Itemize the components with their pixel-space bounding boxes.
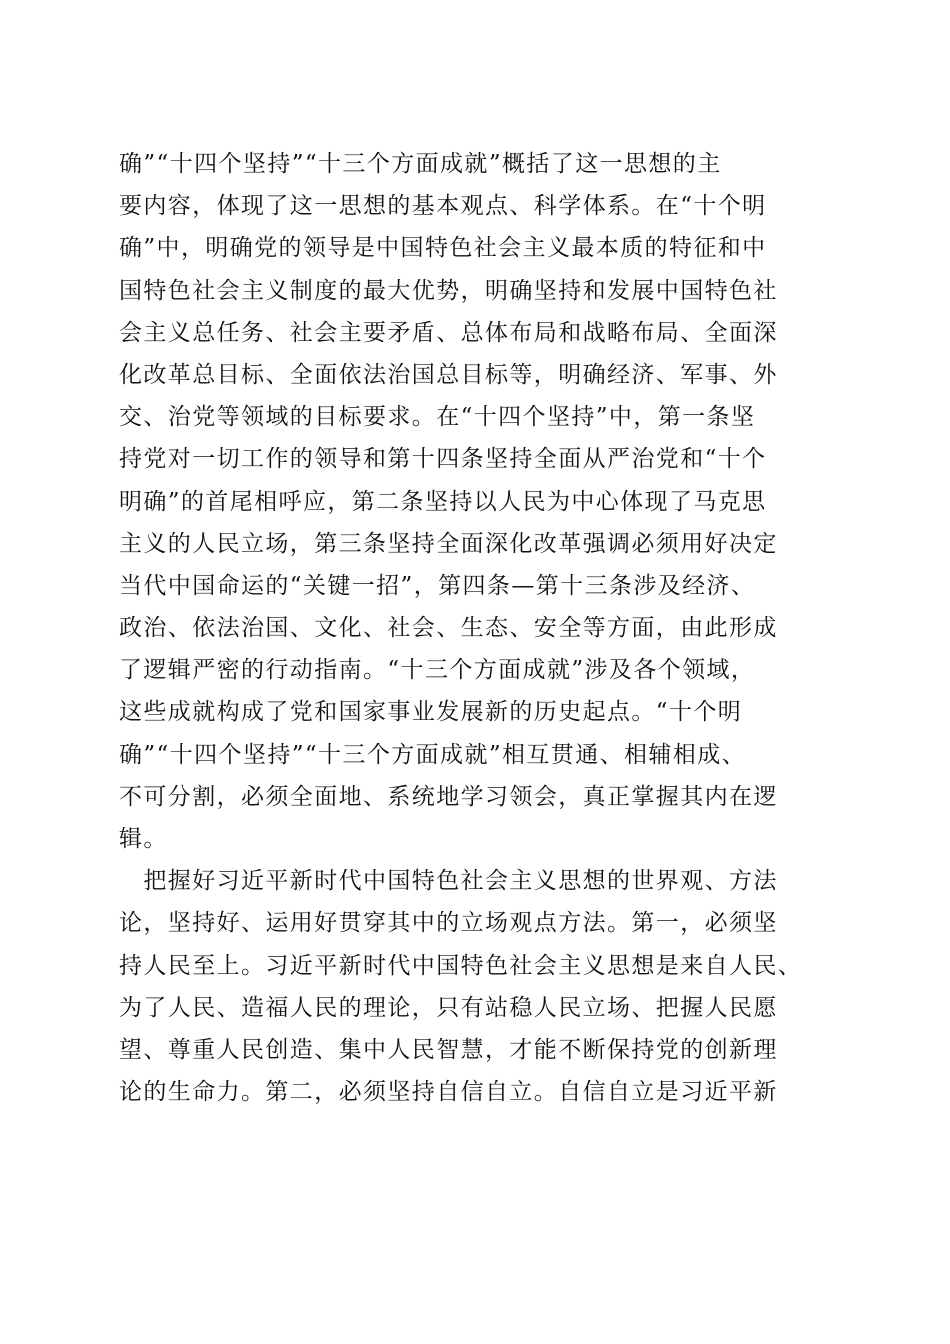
text-line: 明确”的首尾相呼应，第二条坚持以人民为中心体现了马克思 — [119, 488, 767, 515]
text-line: 辑。 — [119, 826, 168, 852]
text-line: 化改革总目标、全面依法治国总目标等，明确经济、军事、外 — [119, 361, 778, 388]
text-line: 确”中，明确党的领导是中国特色社会主义最本质的特征和中 — [119, 235, 767, 262]
text-line: 要内容，体现了这一思想的基本观点、科学体系。在“十个明 — [119, 193, 767, 220]
text-line: 确”“十四个坚持”“十三个方面成就”相互贯通、相辅相成、 — [119, 741, 746, 768]
text-line: 论，坚持好、运用好贯穿其中的立场观点方法。第一，必须坚 — [119, 910, 778, 937]
text-line: 交、治党等领域的目标要求。在“十四个坚持”中，第一条坚 — [119, 404, 756, 431]
text-line: 国特色社会主义制度的最大优势，明确坚持和发展中国特色社 — [119, 277, 778, 304]
text-line: 政治、依法治国、文化、社会、生态、安全等方面，由此形成 — [119, 615, 778, 642]
text-line: 主义的人民立场，第三条坚持全面深化改革强调必须用好决定 — [119, 530, 778, 557]
text-line: 确”“十四个坚持”“十三个方面成就”概括了这一思想的主 — [119, 151, 722, 177]
text-line: 望、尊重人民创造、集中人民智慧，才能不断保持党的创新理 — [119, 1036, 778, 1063]
text-line: 不可分割，必须全面地、系统地学习领会，真正掌握其内在逻 — [119, 783, 778, 810]
text-line: 当代中国命运的“关键一招”，第四条—第十三条涉及经济、 — [119, 572, 756, 599]
text-line: 把握好习近平新时代中国特色社会主义思想的世界观、方法 — [119, 868, 778, 895]
text-line: 持人民至上。习近平新时代中国特色社会主义思想是来自人民、 — [119, 952, 803, 979]
text-line: 持党对一切工作的领导和第十四条坚持全面从严治党和“十个 — [119, 446, 767, 473]
text-line: 会主义总任务、社会主要矛盾、总体布局和战略布局、全面深 — [119, 319, 778, 346]
text-line: 这些成就构成了党和国家事业发展新的历史起点。“十个明 — [119, 699, 743, 726]
body-text — [119, 143, 859, 1113]
text-line: 了逻辑严密的行动指南。“十三个方面成就”涉及各个领域， — [119, 657, 756, 684]
text-line: 为了人民、造福人民的理论，只有站稳人民立场、把握人民愿 — [119, 994, 778, 1021]
text-line: 论的生命力。第二，必须坚持自信自立。自信自立是习近平新 — [119, 1079, 778, 1106]
